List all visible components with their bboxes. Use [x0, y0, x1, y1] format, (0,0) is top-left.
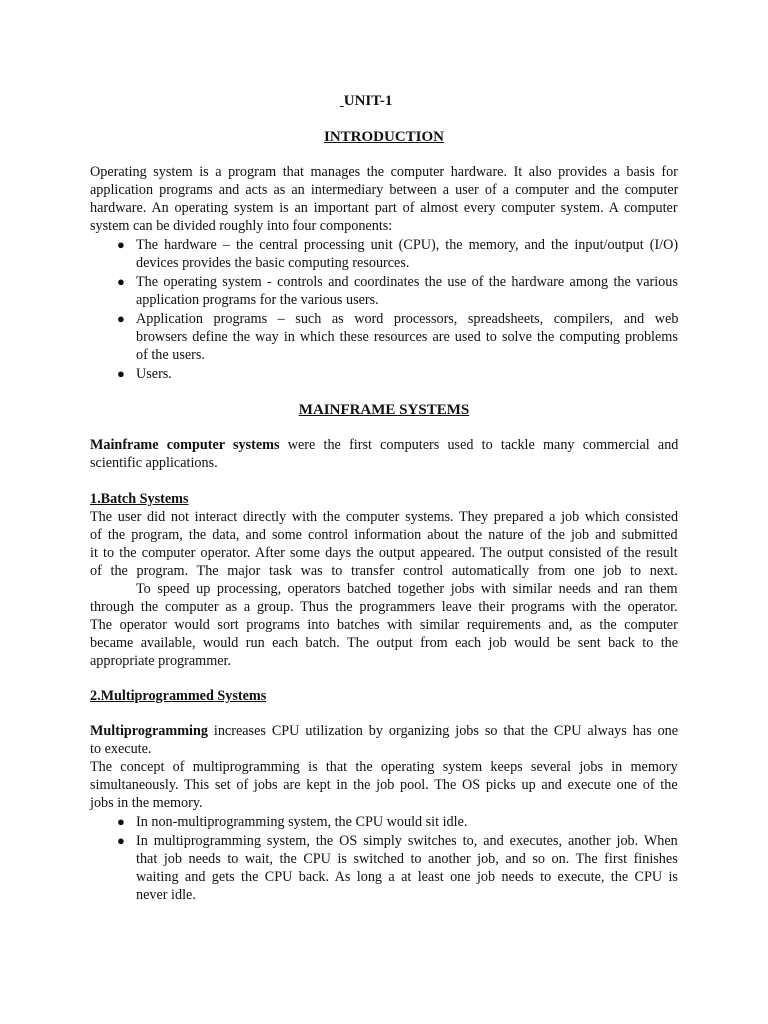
batch-line-7: The operator would sort programs into batches with similar requirements and, as the computer [90, 617, 678, 633]
component-2-line-2: application programs for the various users. [136, 292, 379, 308]
intro-heading: INTRODUCTION [323, 129, 444, 145]
component-4-line-1: Users. [136, 366, 172, 382]
batch-line-8: became available, would run each batch. The output from each job would be sent back to the [90, 635, 679, 651]
multi-bullet-2-line-1: In multiprogramming system, the OS simply switches to, and executes, another job. When [136, 833, 678, 849]
mainframe-heading: MAINFRAME SYSTEMS [298, 402, 470, 418]
multi-term: Multiprogramming [90, 723, 208, 739]
intro-line-3: hardware. An operating system is an important part of almost every computer system. A computer [90, 200, 678, 216]
multi-bullet-2-line-3: waiting and gets the CPU back. As long a at least one job needs to execute, the CPU is [136, 869, 678, 885]
component-3-line-3: of the users. [136, 347, 205, 363]
component-3-line-2: browsers define the way in which these resources are used to solve the computing problems [136, 329, 678, 345]
unit-title: UNIT-1 [343, 93, 393, 109]
multi-line-1-rest: increases CPU utilization by organizing jobs so that the CPU always has one [207, 723, 679, 739]
bullet-icon: ● [117, 366, 125, 381]
component-3-line-1: Application programs – such as word processors, spreadsheets, compilers, and web [136, 311, 679, 327]
mainframe-term: Mainframe computer systems [90, 437, 280, 453]
batch-line-5: To speed up processing, operators batched together jobs with similar needs and ran them [136, 581, 678, 597]
component-2-line-1: The operating system - controls and coordinates the use of the hardware among the various [136, 274, 678, 290]
batch-line-4: of the program. The major task was to transfer control automatically from one job to next. [90, 563, 678, 579]
bullet-icon: ● [117, 814, 125, 829]
intro-line-1: Operating system is a program that manages the computer hardware. It also provides a basis for [90, 164, 678, 180]
multi-concept-line-3: jobs in the memory. [90, 795, 203, 811]
multi-bullet-1-line-1: In non-multiprogramming system, the CPU would sit idle. [136, 814, 468, 830]
mainframe-line-1-rest: were the first computers used to tackle many commercial and [279, 437, 679, 453]
component-1-line-2: devices provides the basic computing resources. [136, 255, 410, 271]
multi-concept-line-2: simultaneously. This set of jobs are kept in the job pool. The OS picks up and execute one of the [90, 777, 678, 793]
batch-line-1: The user did not interact directly with the computer systems. They prepared a job which consisted [90, 509, 679, 525]
batch-line-9: appropriate programmer. [90, 653, 232, 669]
multi-line-1 [90, 722, 678, 740]
intro-line-2: application programs and acts as an intermediary between a user of a computer and the computer [90, 182, 679, 198]
mainframe-line-2: scientific applications. [90, 455, 218, 471]
multi-concept-line-1: The concept of multiprogramming is that the operating system keeps several jobs in memory [90, 759, 678, 775]
multi-bullet-2-line-4: never idle. [136, 887, 196, 903]
bullet-icon: ● [117, 833, 125, 848]
batch-heading: 1.Batch Systems [90, 491, 189, 507]
component-1-line-1: The hardware – the central processing unit (CPU), the memory, and the input/output (I/O) [136, 237, 679, 253]
mainframe-line-1 [90, 436, 678, 454]
bullet-icon: ● [117, 237, 125, 252]
bullet-icon: ● [117, 311, 125, 326]
batch-line-2: of the program, the data, and some control information about the nature of the job and submitted [90, 527, 678, 543]
multi-bullet-2-line-2: that job needs to wait, the CPU is switched to another job, and so on. The first finishes [136, 851, 678, 867]
bullet-icon: ● [117, 274, 125, 289]
multi-line-2: to execute. [90, 741, 152, 757]
multi-heading: 2.Multiprogrammed Systems [90, 688, 267, 704]
batch-line-6: through the computer as a group. Thus the programmers leave their programs with the operator. [90, 599, 678, 615]
intro-line-4: system can be divided roughly into four components: [90, 218, 393, 234]
batch-line-3: it to the computer operator. After some days the output appeared. The output consisted of the result [90, 545, 678, 561]
